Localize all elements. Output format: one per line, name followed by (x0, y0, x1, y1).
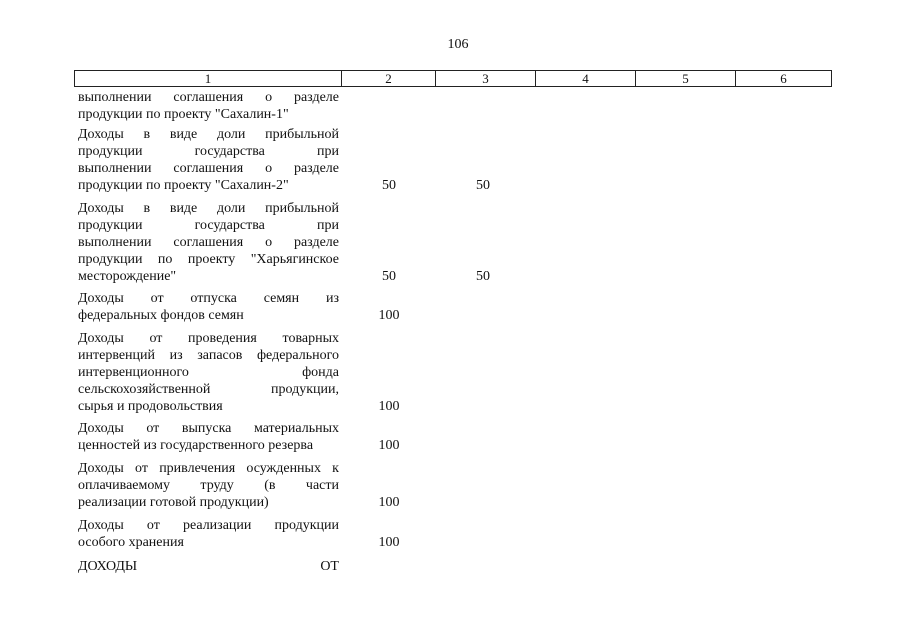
description-line: особого хранения (78, 535, 184, 550)
column-header-6: 6 (780, 71, 787, 86)
cell-col2: 50 (382, 178, 396, 193)
row-description (78, 330, 339, 415)
description-line: Доходы в виде доли прибыльной (78, 127, 339, 142)
description-line: продукции государства при (78, 144, 339, 159)
description-line: ценностей из государственного резерва (78, 438, 314, 453)
description-line: интервенций из запасов федерального (78, 348, 339, 363)
description-line: выполнении соглашения о разделе (78, 235, 339, 250)
description-line: сырья и продовольствия (78, 399, 223, 414)
row-description (78, 460, 339, 511)
row-description (78, 126, 339, 194)
cell-col2: 100 (378, 308, 400, 323)
description-line: реализации готовой продукции) (78, 495, 269, 510)
column-header-4: 4 (536, 71, 636, 86)
column-header-3: 3 (436, 71, 536, 86)
page-number: 106 (447, 37, 469, 52)
description-line: федеральных фондов семян (78, 308, 244, 323)
description-line: продукции по проекту "Сахалин-2" (78, 178, 289, 193)
description-line: интервенционного фонда (78, 365, 339, 380)
description-line: Доходы от выпуска материальных (78, 421, 339, 436)
description-line: месторождение" (78, 269, 177, 284)
cell-col2: 100 (378, 399, 400, 414)
cell-col2: 100 (378, 535, 400, 550)
row-description (78, 558, 339, 575)
description-line: выполнении соглашения о разделе (78, 90, 339, 105)
row-description (78, 200, 339, 285)
column-header-5: 5 (636, 71, 736, 86)
description-line: Доходы от реализации продукции (78, 518, 339, 533)
row-description (78, 517, 339, 551)
description-line: выполнении соглашения о разделе (78, 161, 339, 176)
description-line: оплачиваемому труду (в части (78, 478, 339, 493)
cell-col2: 50 (382, 269, 396, 284)
description-line: Доходы в виде доли прибыльной (78, 201, 339, 216)
cell-col3: 50 (476, 269, 490, 284)
cell-col2: 100 (378, 438, 400, 453)
row-description (78, 89, 339, 123)
description-line: Доходы от привлечения осужденных к (78, 461, 339, 476)
table-header-row (74, 70, 832, 87)
description-line: Доходы от проведения товарных (78, 331, 339, 346)
description-line: сельскохозяйственной продукции, (78, 382, 339, 397)
row-description (78, 420, 339, 454)
cell-col2: 100 (378, 495, 400, 510)
column-header-2: 2 (342, 71, 436, 86)
description-line: Доходы от отпуска семян из (78, 291, 339, 306)
description-line: продукции государства при (78, 218, 339, 233)
description-line: ДОХОДЫ ОТ (78, 559, 339, 574)
column-header-1: 1 (75, 71, 342, 86)
row-description (78, 290, 339, 324)
description-line: продукции по проекту "Харьягинское (78, 252, 339, 267)
description-line: продукции по проекту "Сахалин-1" (78, 107, 289, 122)
cell-col3: 50 (476, 178, 490, 193)
